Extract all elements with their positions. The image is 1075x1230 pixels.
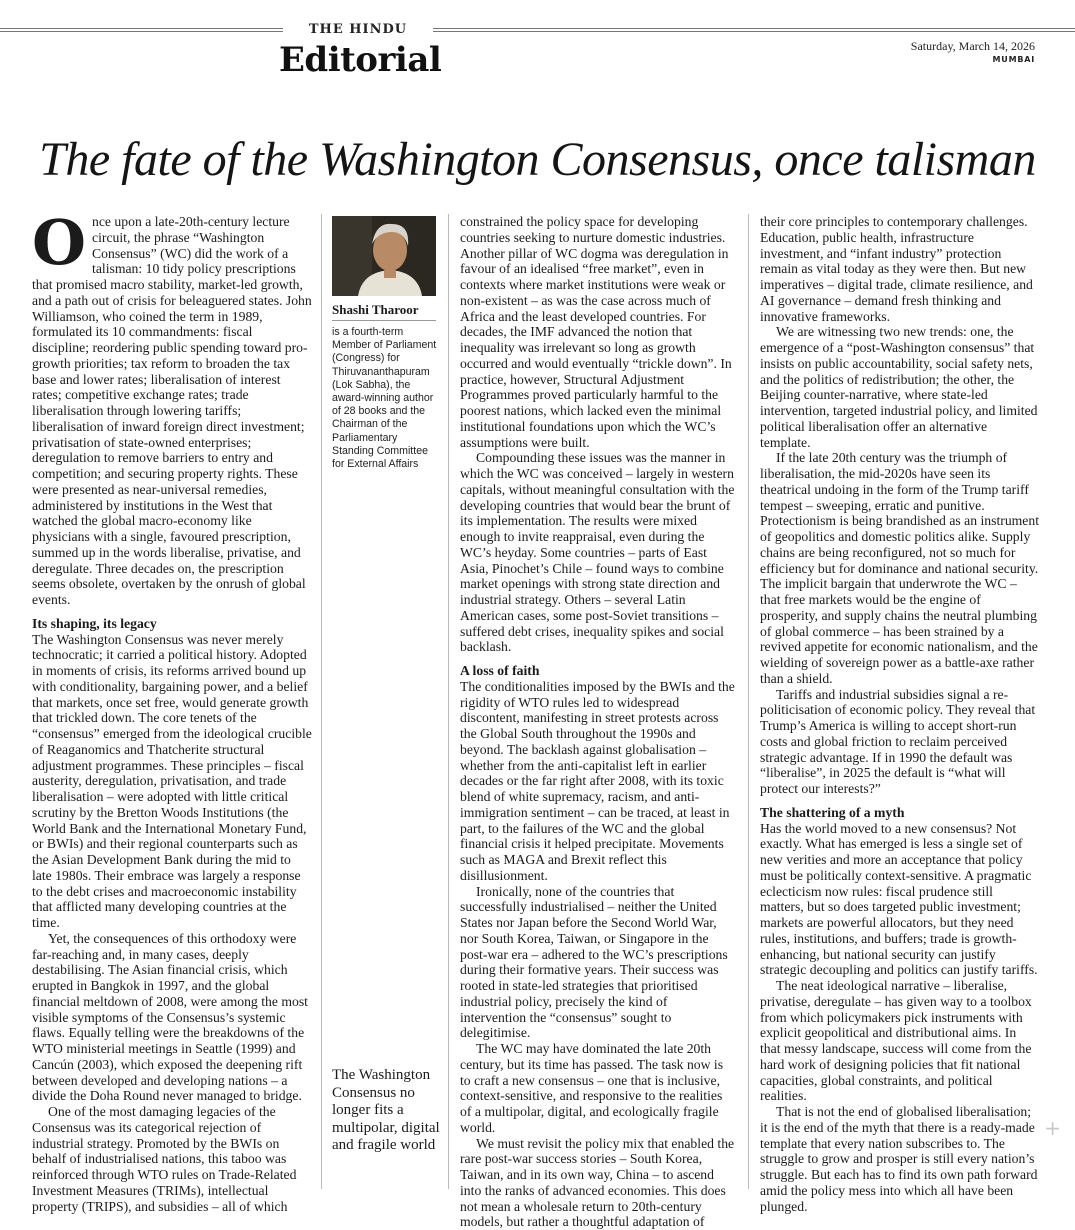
section-title: Editorial bbox=[279, 40, 441, 80]
masthead-rule bbox=[433, 31, 1075, 32]
paragraph: Yet, the consequences of this orthodoxy were far-reaching and, in many cases, deeply destabilising. The Asian financial crisis, which erupted in Bangkok in 1997, and the global financial meltdown of 2008, were among the most visible symptoms of the Consensus’s systemic flaws. Equally telling were the breakdowns of the WTO ministerial meetings in Seattle (1999) and Cancún (2003), which exposed the deepening rift between developed and developing nations – a divide the Doha Round never managed to bridge. bbox=[32, 931, 312, 1104]
author-photo bbox=[332, 216, 436, 296]
paper-name: THE HINDU bbox=[283, 22, 433, 37]
subhead: The shattering of a myth bbox=[760, 805, 1040, 821]
column-divider bbox=[748, 214, 749, 1189]
paragraph: Tariffs and industrial subsidies signal a re-politicisation of economic policy. They reveal that Trump’s America is willing to accept short-run costs and global friction to reclaim perceived strategic advantage. If in 1990 the default was “liberalise”, in 2025 the default is “what will protect our interests?” bbox=[760, 687, 1040, 797]
article-column-4 bbox=[760, 214, 1040, 1214]
paragraph: Ironically, none of the countries that successfully industrialised – neither the United States nor Japan before the Second World War, nor South Korea, Taiwan, or Singapore in the post-war era – adhered to the WC’s prescriptions during their formative years. Their success was rooted in state-led strategies that prioritised industrial policy, precisely the kind of intervention the “consensus” sought to delegitimise. bbox=[460, 884, 735, 1042]
article-column-3 bbox=[460, 214, 735, 1230]
edition-city: MUMBAI bbox=[993, 55, 1035, 64]
paragraph: If the late 20th century was the triumph of liberalisation, the mid-2020s have seen its theatrical undoing in the form of the Trump tariff tempest – sweeping, erratic and punitive. Protectionism is being brandished as an instrument of geopolitics and domestic politics alike. Supply chains are being reconfigured, not so much for efficiency but for dominance and national security. The implicit bargain that underwrote the WC – that free markets would be the engine of prosperity, and supply chains the neutral plumbing of global commerce – has been strained by a revived appetite for economic nationalism, and the wielding of sovereign power as a battle-axe rather than a shield. bbox=[760, 450, 1040, 686]
paragraph: We are witnessing two new trends: one, the emergence of a “post-Washington consensus” that insists on public accountability, social safety nets, and the politics of redistribution; the other, the Beijing counter-narrative, where state-led intervention, targeted industrial policy, and limited political liberalisation offer an alternative template. bbox=[760, 324, 1040, 450]
paragraph: constrained the policy space for developing countries seeking to nurture domestic industries. Another pillar of WC dogma was deregulation in favour of an idealised “free market”, even in contexts where market institutions were weak or non-existent – as was the case across much of Africa and the least developed countries. For decades, the IMF advanced the notion that inequality was irrelevant so long as growth occurred and would eventually “trickle down”. In practice, however, Structural Adjustment Programmes proved particularly harmful to the poorest nations, which lacked even the minimal institutional foundations upon which the WC’s assumptions were built. bbox=[460, 214, 735, 450]
pull-quote: The Washington Consensus no longer fits a multipolar, digital and fragile world bbox=[332, 1067, 440, 1155]
author-portrait-icon bbox=[332, 216, 436, 296]
paragraph: The Washington Consensus was never merely technocratic; it carried a political history. Adopted in moments of crisis, its reforms arrived bound up with conditionality, bargaining power, and a belief that markets, once set free, would generate growth that trickled down. The core tenets of the “consensus” emerged from the ideological crucible of Reaganomics and Thatcherite structural adjustment programmes. These principles – fiscal austerity, deregulation, privatisation, and trade liberalisation – were adopted with little critical scrutiny by the Bretton Woods Institutions (the World Bank and the International Monetary Fund, or BWIs) and their regional counterparts such as the Asian Development Bank during the mid to late 1980s. Their embrace was largely a response to the debt crises and macroeconomic instability that afflicted many developing countries at the time. bbox=[32, 632, 312, 931]
paragraph: That is not the end of globalised liberalisation; it is the end of the myth that there is a ready-made template that every nation subscribes to. The struggle to grow and prosper is still every nation’s struggle. But each has to find its own path forward amid the policy mess into which all have been plunged. bbox=[760, 1104, 1040, 1214]
masthead-rule bbox=[433, 28, 1075, 29]
masthead bbox=[0, 0, 1075, 100]
drop-cap: O bbox=[32, 216, 86, 270]
headline: The fate of the Washington Consensus, once talisman bbox=[30, 132, 1045, 187]
paragraph: their core principles to contemporary challenges. Education, public health, infrastructure investment, and “infant industry” protection remain as vital today as they were then. But new imperatives – digital trade, climate resilience, and AI governance – demand fresh thinking and innovative frameworks. bbox=[760, 214, 1040, 324]
plus-icon: + bbox=[1044, 1116, 1061, 1140]
paragraph: The conditionalities imposed by the BWIs and the rigidity of WTO rules led to widespread discontent, manifesting in street protests across the Global South throughout the 1990s and beyond. The backlash against globalisation – whether from the anti-capitalist left in earlier decades or the far right after 2008, with its toxic blend of white supremacy, racism, and anti-immigration sentiment – can be traced, at least in part, to the failures of the WC and the global financial crisis it helped precipitate. Movements such as MAGA and Brexit reflect this disillusionment. bbox=[460, 679, 735, 884]
paragraph: One of the most damaging legacies of the Consensus was its categorical rejection of industrial strategy. Promoted by the BWIs on behalf of industrialised nations, this taboo was reinforced through WTO rules on Trade-Related Investment Measures (TRIMs), intellectual property (TRIPS), and subsidies – all of which bbox=[32, 1104, 312, 1214]
subhead: Its shaping, its legacy bbox=[32, 616, 312, 632]
masthead-rule bbox=[0, 28, 283, 29]
column-divider bbox=[321, 214, 322, 1189]
paragraph: The neat ideological narrative – liberalise, privatise, deregulate – has given way to a toolbox from which policymakers pick instruments with explicit geopolitical and distributional aims. In that messy landscape, success will come from the hard work of designing policies that fit national capacities, global constraints, and political realities. bbox=[760, 978, 1040, 1104]
author-name: Shashi Tharoor bbox=[332, 302, 442, 318]
article-column-1 bbox=[32, 214, 312, 1214]
paragraph: The WC may have dominated the late 20th century, but its time has passed. The task now is to craft a new consensus – one that is inclusive, context-sensitive, and responsive to the realities of a multipolar, digital, and ecologically fragile world. bbox=[460, 1041, 735, 1136]
masthead-rule bbox=[0, 31, 283, 32]
paragraph: We must revisit the policy mix that enabled the rare post-war success stories – South Korea, Taiwan, and in its own way, China – to ascend into the ranks of advanced economies. This does not mean a wholesale return to 20th-century models, but rather a thoughtful adaptation of bbox=[460, 1136, 735, 1230]
issue-date: Saturday, March 14, 2026 bbox=[911, 39, 1035, 54]
subhead: A loss of faith bbox=[460, 663, 735, 679]
column-divider bbox=[448, 214, 449, 1189]
opening-paragraph: Once upon a late-20th-century lecture circuit, the phrase “Washington Consensus” (WC) did the work of a talisman: 10 tidy policy prescriptions that promised macro stability, market-led growth, and a path out of crisis for beleaguered states. John Williamson, who coined the term in 1989, formulated its 10 commandments: fiscal discipline; reordering public spending toward pro-growth priorities; tax reform to broaden the tax base and lower rates; liberalisation of interest rates; competitive exchange rates; trade liberalisation through lowering tariffs; liberalisation of inward foreign direct investment; privatisation of state-owned enterprises; deregulation to remove barriers to entry and competition; and securing property rights. These were presented as near-universal remedies, administered by institutions in the West that watched the global macro-economy like physicians with a single, favoured prescription, summed up in the words liberalise, privatise, and deregulate. Three decades on, the prescription seems obsolete, overtaken by the onrush of global events. bbox=[32, 214, 312, 608]
paragraph: Has the world moved to a new consensus? Not exactly. What has emerged is less a single set of new verities and more an acceptance that policy must be politically context-sensitive. A pragmatic eclecticism now rules: fiscal prudence still matters, but so does targeted public investment; markets are powerful allocators, but they need rules, institutions, and buffers; trade is growth-enhancing, but national security can justify strategic decoupling and politics can justify tariffs. bbox=[760, 821, 1040, 979]
author-bio: is a fourth-term Member of Parliament (Congress) for Thiruvananthapuram (Lok Sabha), the award-winning author of 28 books and the Chairman of the Parliamentary Standing Committee for External Affairs bbox=[332, 326, 440, 471]
paragraph: Compounding these issues was the manner in which the WC was conceived – largely in western capitals, without meaningful consultation with the developing countries that would bear the brunt of its implementation. The results were mixed enough to invite reappraisal, even during the WC’s heyday. Some countries – parts of East Asia, Pinochet’s Chile – found ways to combine market openings with strong state direction and industrial strategy. Others – several Latin American cases, some post-Soviet transitions – suffered debt crises, inequality spikes and social backlash. bbox=[460, 450, 735, 655]
author-rule bbox=[332, 320, 436, 321]
